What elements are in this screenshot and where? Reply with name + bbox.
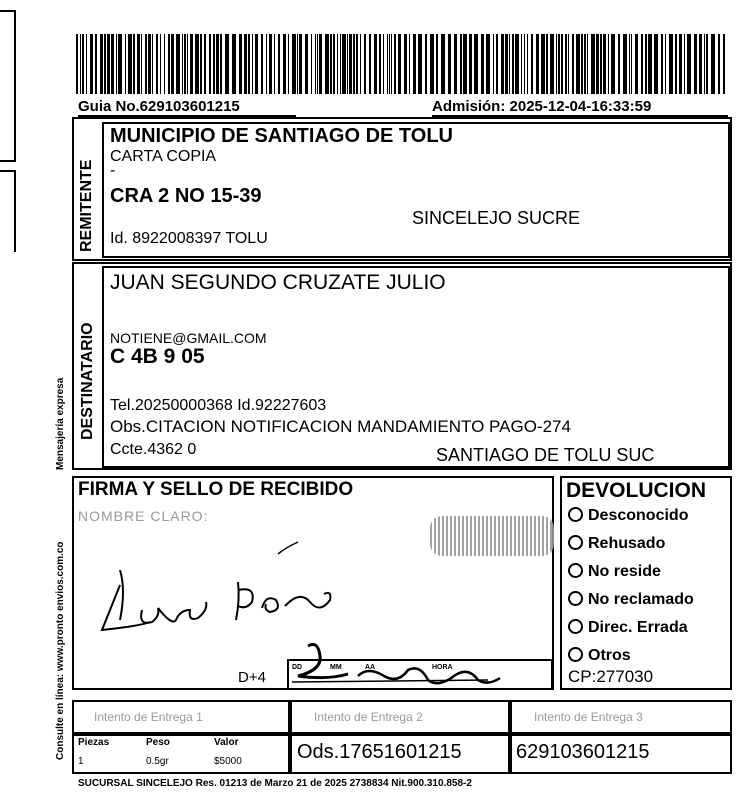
destinatario-tel: Tel.20250000368 Id.92227603 bbox=[110, 397, 327, 414]
barcode-bar bbox=[463, 34, 467, 94]
barcode-bar bbox=[182, 34, 183, 94]
barcode-bar bbox=[252, 34, 253, 94]
radio-circle-icon bbox=[568, 563, 583, 578]
intento-label-3: Intento de Entrega 3 bbox=[534, 710, 643, 724]
remitente-city: SINCELEJO SUCRE bbox=[412, 208, 581, 228]
barcode-bar bbox=[531, 34, 533, 94]
barcode-bar bbox=[278, 34, 280, 94]
destinatario-name: JUAN SEGUNDO CRUZATE JULIO bbox=[110, 271, 446, 294]
barcode-bar bbox=[418, 34, 422, 94]
barcode-bar bbox=[190, 34, 193, 94]
barcode-bar bbox=[125, 34, 126, 94]
barcode-bar bbox=[501, 34, 504, 94]
barcode-bar bbox=[255, 34, 258, 94]
barcode-bar bbox=[133, 34, 135, 94]
barcode-bar bbox=[723, 34, 725, 94]
barcode-bar bbox=[641, 34, 643, 94]
signature bbox=[80, 530, 440, 650]
barcode-bar bbox=[706, 34, 708, 94]
barcode-bar bbox=[315, 34, 316, 94]
barcode-bar bbox=[648, 34, 652, 94]
barcode-bar bbox=[675, 34, 677, 94]
devolucion-option[interactable]: No reside bbox=[568, 563, 661, 580]
barcode-bar bbox=[168, 34, 170, 94]
barcode-bar bbox=[600, 34, 602, 94]
barcode-bar bbox=[76, 34, 78, 94]
date-label-dd: DD bbox=[292, 664, 303, 671]
margin-mark-bottom bbox=[0, 170, 16, 252]
barcode-bar bbox=[654, 34, 658, 94]
piezas-value: 1 bbox=[78, 756, 84, 767]
barcode-bar bbox=[460, 34, 462, 94]
barcode-bar bbox=[661, 34, 663, 94]
barcode-bar bbox=[584, 34, 586, 94]
barcode-bar bbox=[505, 34, 508, 94]
guia-number: 629103601215 bbox=[139, 98, 240, 115]
remitente-line3: - bbox=[110, 162, 116, 179]
barcode-bar bbox=[283, 34, 286, 94]
barcode-bar bbox=[454, 34, 457, 94]
peso-value: 0.5gr bbox=[146, 756, 169, 767]
stamp-smudge bbox=[430, 516, 554, 556]
barcode-bar bbox=[297, 34, 298, 94]
devolucion-title: DEVOLUCION bbox=[566, 479, 707, 502]
barcode-bar bbox=[645, 34, 647, 94]
intento-label-1: Intento de Entrega 1 bbox=[94, 710, 203, 724]
admision-label: Admisión: 2025-12-04-16:33:59 bbox=[432, 98, 652, 115]
barcode-bar bbox=[469, 34, 472, 94]
barcode-bar bbox=[704, 34, 705, 94]
barcode-bar bbox=[565, 34, 567, 94]
barcode-bar bbox=[369, 34, 371, 94]
barcode-bar bbox=[631, 34, 632, 94]
barcode-bar bbox=[623, 34, 627, 94]
barcode-bar bbox=[137, 34, 140, 94]
valor-header: Valor bbox=[214, 737, 239, 748]
barcode-bar bbox=[374, 34, 377, 94]
barcode-bar bbox=[342, 34, 346, 94]
barcode-bar bbox=[556, 34, 557, 94]
peso-header: Peso bbox=[146, 737, 170, 748]
barcode-bar bbox=[576, 34, 580, 94]
barcode-bar bbox=[216, 34, 219, 94]
date-label-aa: AA bbox=[365, 664, 376, 671]
barcode-bar bbox=[711, 34, 715, 94]
date-label-mm: MM bbox=[330, 664, 342, 671]
barcode-bar bbox=[145, 34, 147, 94]
valor-value: $5000 bbox=[214, 756, 242, 767]
remitente-label: REMITENTE bbox=[78, 159, 95, 252]
radio-circle-icon bbox=[568, 647, 583, 662]
radio-circle-icon bbox=[568, 619, 583, 634]
devolucion-option[interactable]: Otros bbox=[568, 647, 631, 664]
barcode-bar bbox=[618, 34, 620, 94]
barcode-bar bbox=[496, 34, 498, 94]
barcode-bar bbox=[244, 34, 247, 94]
barcode-bar bbox=[325, 34, 329, 94]
date-scribble bbox=[288, 636, 508, 690]
barcode-bar bbox=[687, 34, 691, 94]
barcode-bar bbox=[340, 34, 341, 94]
intento-label-2: Intento de Entrega 2 bbox=[314, 710, 423, 724]
barcode-bar bbox=[239, 34, 242, 94]
admision-datetime: 2025-12-04-16:33:59 bbox=[509, 98, 652, 115]
barcode-bar bbox=[116, 34, 117, 94]
barcode-bar bbox=[524, 34, 525, 94]
guia-box-number: 629103601215 bbox=[516, 741, 650, 763]
barcode-bar bbox=[82, 34, 84, 94]
barcode-bar bbox=[184, 34, 186, 94]
barcode-bar bbox=[164, 34, 165, 94]
destinatario-address: C 4B 9 05 bbox=[110, 345, 205, 368]
d-plus-label: D+4 bbox=[238, 669, 266, 686]
barcode-bar bbox=[319, 34, 322, 94]
guia-label: Guia No.629103601215 bbox=[78, 98, 240, 115]
barcode-bar bbox=[635, 34, 638, 94]
barcode-bar bbox=[694, 34, 697, 94]
barcode-bar bbox=[587, 34, 588, 94]
barcode-bar bbox=[209, 34, 211, 94]
barcode-bar bbox=[521, 34, 522, 94]
barcode-bar bbox=[187, 34, 188, 94]
barcode-bar bbox=[391, 34, 392, 94]
barcode-bar bbox=[305, 34, 308, 94]
barcode-bar bbox=[608, 34, 609, 94]
barcode-bar bbox=[486, 34, 490, 94]
barcode-bar bbox=[200, 34, 202, 94]
barcode-bar bbox=[436, 34, 438, 94]
radio-circle-icon bbox=[568, 507, 583, 522]
barcode-bar bbox=[718, 34, 720, 94]
barcode-bar bbox=[568, 34, 569, 94]
ods-number: Ods.17651601215 bbox=[297, 741, 462, 763]
barcode-bar bbox=[409, 34, 410, 94]
barcode-bar bbox=[546, 34, 548, 94]
remitente-id: Id. 8922008397 TOLU bbox=[110, 230, 268, 247]
barcode-bar bbox=[591, 34, 595, 94]
nombre-claro-label: NOMBRE CLARO: bbox=[78, 508, 209, 524]
radio-circle-icon bbox=[568, 535, 583, 550]
barcode-bar bbox=[349, 34, 352, 94]
devolucion-option[interactable]: Direc. Errada bbox=[568, 619, 688, 636]
barcode-bar bbox=[398, 34, 401, 94]
barcode-bar bbox=[261, 34, 263, 94]
destinatario-email: NOTIENE@GMAIL.COM bbox=[110, 330, 267, 346]
barcode-bar bbox=[394, 34, 396, 94]
barcode-bar bbox=[232, 34, 236, 94]
barcode-bar bbox=[527, 34, 528, 94]
destinatario-label: DESTINATARIO bbox=[79, 322, 96, 440]
barcode-bar bbox=[156, 34, 158, 94]
barcode-bar bbox=[86, 34, 87, 94]
barcode-bar bbox=[684, 34, 685, 94]
barcode-bar bbox=[550, 34, 554, 94]
barcode-bar bbox=[220, 34, 222, 94]
radio-circle-icon bbox=[568, 591, 583, 606]
barcode-bar bbox=[330, 34, 332, 94]
barcode-bar bbox=[152, 34, 153, 94]
barcode-bar bbox=[430, 34, 434, 94]
remitente-name: MUNICIPIO DE SANTIAGO DE TOLU bbox=[110, 125, 453, 147]
destinatario-obs: Obs.CITACION NOTIFICACION MANDAMIENTO PAGO-274 bbox=[110, 417, 571, 436]
barcode-bar bbox=[379, 34, 381, 94]
barcode-bar bbox=[404, 34, 407, 94]
barcode-bar bbox=[204, 34, 206, 94]
barcode-bar bbox=[80, 34, 81, 94]
barcode-bar bbox=[333, 34, 335, 94]
barcode-bar bbox=[536, 34, 539, 94]
barcode-bar bbox=[90, 34, 93, 94]
barcode-bar bbox=[118, 34, 122, 94]
barcode-bar bbox=[347, 34, 348, 94]
barcode-bar bbox=[474, 34, 478, 94]
barcode-bar bbox=[387, 34, 388, 94]
barcode-bar bbox=[611, 34, 615, 94]
barcode-bar bbox=[364, 34, 366, 94]
date-label-hora: HORA bbox=[432, 664, 453, 671]
barcode-bar bbox=[669, 34, 673, 94]
barcode-bar bbox=[225, 34, 229, 94]
barcode-bar bbox=[248, 34, 250, 94]
barcode-bar bbox=[603, 34, 606, 94]
barcode-bar bbox=[111, 34, 114, 94]
barcode-bar bbox=[665, 34, 666, 94]
barcode-bar bbox=[572, 34, 574, 94]
barcode-bar bbox=[107, 34, 110, 94]
barcode-bar bbox=[481, 34, 484, 94]
barcode-bar bbox=[148, 34, 151, 94]
barcode-bar bbox=[95, 34, 97, 94]
barcode-bar bbox=[195, 34, 199, 94]
barcode-bar bbox=[448, 34, 451, 94]
barcode-bar bbox=[266, 34, 267, 94]
barcode-bar bbox=[128, 34, 132, 94]
barcode-bar bbox=[360, 34, 361, 94]
footer-text: SUCURSAL SINCELEJO Res. 01213 de Marzo 21 de 2025 2738834 Nit.900.310.858-2 bbox=[78, 778, 472, 789]
barcode-bar bbox=[441, 34, 445, 94]
barcode-bar bbox=[558, 34, 560, 94]
barcode-bar bbox=[493, 34, 494, 94]
barcode-bar bbox=[288, 34, 289, 94]
destinatario-city: SANTIAGO DE TOLU SUC bbox=[436, 445, 655, 465]
barcode-bar bbox=[311, 34, 312, 94]
devolucion-cp: CP:277030 bbox=[568, 667, 654, 686]
barcode-bar bbox=[699, 34, 702, 94]
barcode-bar bbox=[541, 34, 545, 94]
barcode-bar bbox=[317, 34, 318, 94]
barcode-bar bbox=[413, 34, 416, 94]
barcode-bar bbox=[353, 34, 355, 94]
barcode-bar bbox=[515, 34, 519, 94]
barcode-bar bbox=[509, 34, 510, 94]
devolucion-option[interactable]: Desconocido bbox=[568, 507, 688, 524]
barcode-bar bbox=[104, 34, 106, 94]
devolucion-option[interactable]: Rehusado bbox=[568, 535, 665, 552]
barcode-bar bbox=[596, 34, 599, 94]
barcode-bar bbox=[176, 34, 180, 94]
barcode-bar bbox=[679, 34, 682, 94]
barcode-bar bbox=[581, 34, 583, 94]
barcode-bar bbox=[383, 34, 384, 94]
firma-title: FIRMA Y SELLO DE RECIBIDO bbox=[78, 479, 354, 500]
barcode-bar bbox=[389, 34, 390, 94]
barcode-bar bbox=[356, 34, 358, 94]
barcode-bar bbox=[274, 34, 275, 94]
remitente-line2: CARTA COPIA bbox=[110, 148, 217, 165]
barcode-bar bbox=[425, 34, 427, 94]
barcode-bar bbox=[269, 34, 272, 94]
barcode-bar bbox=[337, 34, 338, 94]
barcode-bar bbox=[160, 34, 161, 94]
website-side-text: Consulte en línea: www.pronto envios.com.co bbox=[55, 541, 66, 760]
piezas-header: Piezas bbox=[78, 737, 110, 748]
company-side-text: Mensajería expresa bbox=[55, 377, 66, 470]
destinatario-ccte: Ccte.4362 0 bbox=[110, 441, 197, 458]
remitente-address: CRA 2 NO 15-39 bbox=[110, 185, 262, 207]
barcode-bar bbox=[213, 34, 215, 94]
barcode-bar bbox=[100, 34, 103, 94]
barcode-bar bbox=[171, 34, 174, 94]
margin-mark-top bbox=[0, 10, 16, 162]
barcode-bar bbox=[561, 34, 563, 94]
barcode-bar bbox=[292, 34, 296, 94]
barcode-bar bbox=[512, 34, 514, 94]
devolucion-option[interactable]: No reclamado bbox=[568, 591, 694, 608]
barcode-bar bbox=[141, 34, 142, 94]
barcode bbox=[76, 34, 728, 94]
barcode-bar bbox=[299, 34, 302, 94]
barcode-bar bbox=[629, 34, 630, 94]
